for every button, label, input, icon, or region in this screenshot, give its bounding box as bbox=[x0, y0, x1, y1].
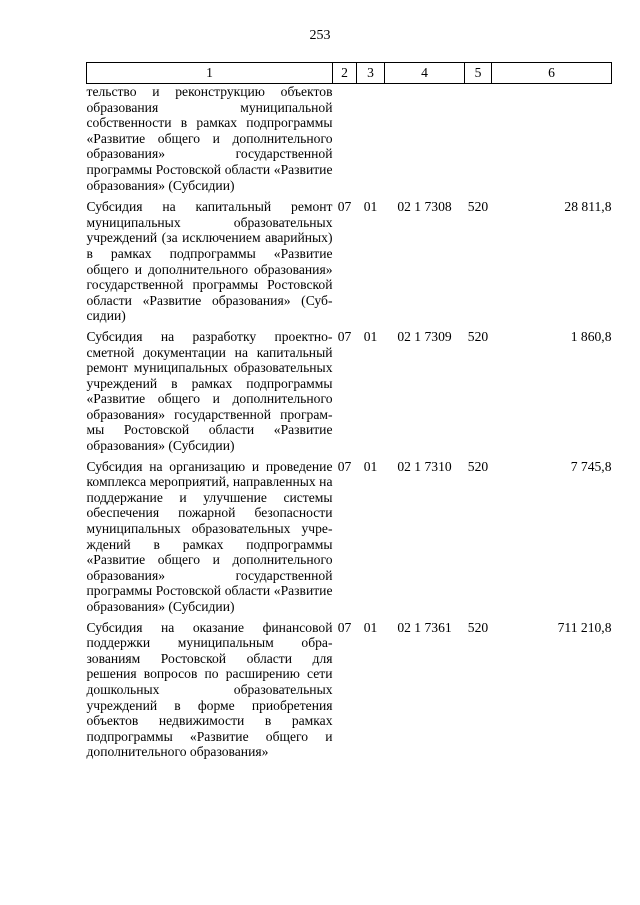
table-row bbox=[87, 199, 612, 329]
column-header: 3 bbox=[357, 63, 385, 84]
row-description: Субсидия на разработку проектно-сметной документации на капитальный ремонт муниципальных образовательных учреждений в рамках подпрограммы «Развитие общего и дополнительного образования» государственной программы Ростовской области «Развитие образования» (Субсидии) bbox=[86, 328, 333, 454]
page-number: 253 bbox=[309, 28, 331, 43]
subsection-code: 01 bbox=[363, 328, 378, 344]
table-header-row bbox=[87, 63, 612, 84]
row-description: Субсидия на капитальный ремонт муниципальных образовательных учреждений (за исключением аварийных) в рамках подпрограммы «Развитие общего и дополнительного образования» государственной программы Ростовской области «Развитие образования» (Субсидии) bbox=[86, 199, 333, 324]
expense-type-code: 520 bbox=[467, 199, 489, 215]
expense-type-code: 520 bbox=[467, 328, 489, 344]
subsection-code: 01 bbox=[363, 199, 378, 215]
continuation-text: тельство и реконструкцию объектов образования муниципальной собственности в рамках подпрограммы «Развитие общего и дополнительного образования» государственной программы Ростовской области «Развитие образования» (Субсидии) bbox=[86, 84, 333, 193]
table-row bbox=[87, 459, 612, 620]
table-row bbox=[87, 620, 612, 765]
row-description: Субсидия на организацию и проведение комплекса мероприятий, направленных на поддержание и улучшение системы обеспечения пожарной безопасности муниципальных образовательных учреждений в рамках подпрограммы «Развитие общего и дополнительного образования» государственной программы Ростовской области «Развитие образования» (Субсидии) bbox=[86, 458, 333, 614]
column-header: 1 bbox=[87, 63, 333, 84]
subsection-code: 01 bbox=[363, 619, 378, 635]
expense-type-code: 520 bbox=[467, 619, 489, 635]
section-code: 07 bbox=[337, 619, 352, 635]
section-code: 07 bbox=[337, 328, 352, 344]
amount: 1 860,8 bbox=[570, 328, 612, 344]
section-code: 07 bbox=[337, 199, 352, 215]
amount: 7 745,8 bbox=[570, 458, 612, 474]
target-article-code: 02 1 7308 bbox=[397, 199, 452, 215]
table-row bbox=[87, 329, 612, 459]
target-article-code: 02 1 7309 bbox=[397, 328, 452, 344]
target-article-code: 02 1 7310 bbox=[397, 458, 452, 474]
target-article-code: 02 1 7361 bbox=[397, 619, 452, 635]
budget-table bbox=[86, 62, 612, 765]
section-code: 07 bbox=[337, 458, 352, 474]
amount: 711 210,8 bbox=[557, 619, 612, 635]
subsection-code: 01 bbox=[363, 458, 378, 474]
column-header: 6 bbox=[492, 63, 612, 84]
column-header: 2 bbox=[333, 63, 357, 84]
table-row bbox=[87, 84, 612, 200]
column-header: 4 bbox=[385, 63, 465, 84]
amount: 28 811,8 bbox=[564, 199, 612, 215]
row-description: Субсидия на оказание финансовой поддержки муниципальным образованиям Ростовской области для решения вопросов по расширению сети дошкольных образовательных учреждений в форме приобретения объектов недвижимости в рамках подпрограммы «Развитие общего и дополнительного образования» bbox=[86, 619, 333, 760]
column-header: 5 bbox=[465, 63, 492, 84]
expense-type-code: 520 bbox=[467, 458, 489, 474]
